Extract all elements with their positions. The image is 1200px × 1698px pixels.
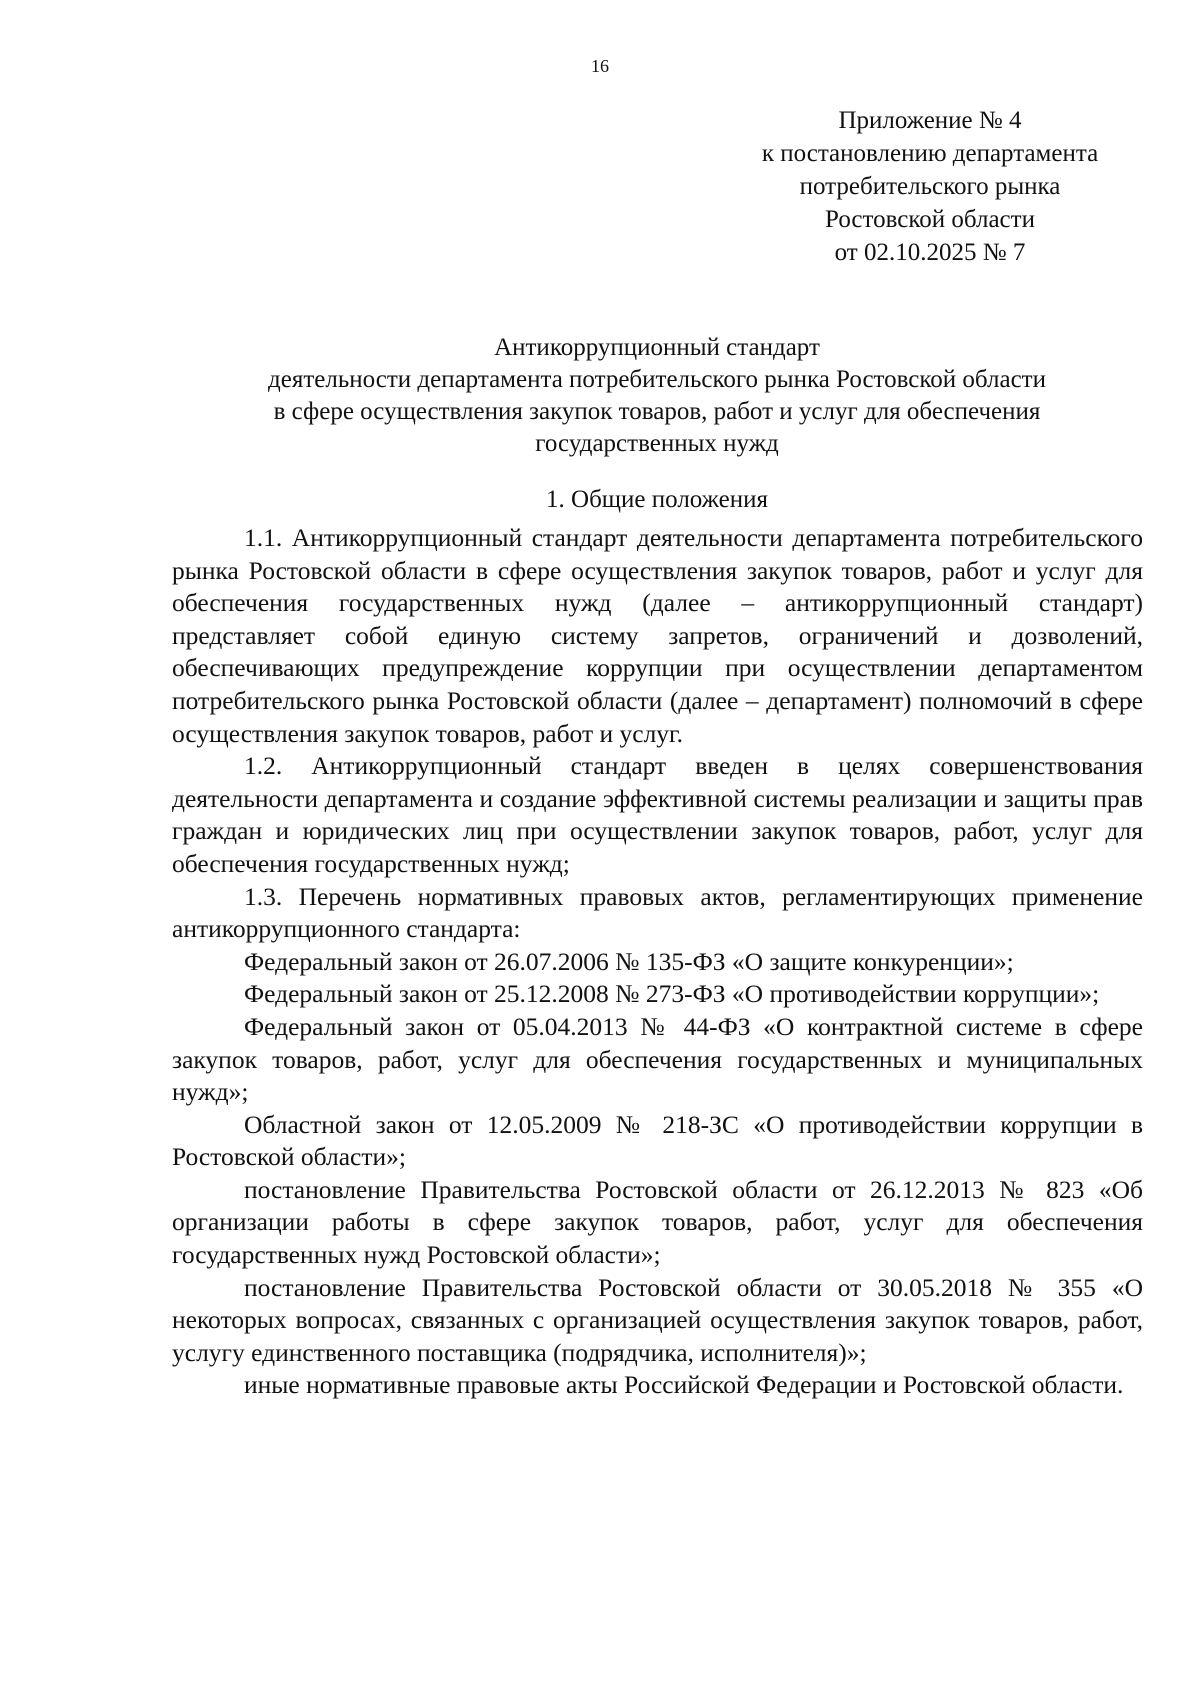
law-item: Федеральный закон от 05.04.2013 № 44-ФЗ «О контрактной системе в сфере закупок товаров, работ, услуг для обеспечения государственных и муниципальных нужд»;: [172, 1011, 1143, 1107]
law-item: Федеральный закон от 26.07.2006 № 135-ФЗ «О защите конкуренции»;: [244, 946, 1014, 976]
law-item: Федеральный закон от 25.12.2008 № 273-ФЗ «О противодействии коррупции»;: [244, 979, 1100, 1009]
appendix-block: [735, 104, 1125, 269]
law-item: постановление Правительства Ростовской области от 26.12.2013 № 823 «Об организации работы в сфере закупок товаров, работ, услуг для обеспечения государственных нужд Ростовской области»;: [172, 1174, 1143, 1270]
appendix-line: потребительского рынка: [799, 173, 1061, 200]
paragraph-1-2: 1.2. Антикоррупционный стандарт введен в целях совершенствования деятельности департамента и создание эффективной системы реализации и защиты прав граждан и юридических лиц при осуществлении закупок товаров, работ, услуг для обеспечения государственных нужд;: [172, 751, 1143, 878]
document-title: [0, 332, 1200, 460]
appendix-line: к постановлению департамента: [761, 140, 1099, 167]
title-line: государственных нужд: [535, 430, 779, 457]
appendix-line: Приложение № 4: [838, 107, 1022, 134]
section-heading: 1. Общие положения: [546, 486, 768, 513]
title-line: в сфере осуществления закупок товаров, работ и услуг для обеспечения: [273, 398, 1041, 425]
title-line: деятельности департамента потребительского рынка Ростовской области: [268, 366, 1046, 393]
law-item: Областной закон от 12.05.2009 № 218-ЗС «О противодействии коррупции в Ростовской области»;: [172, 1109, 1143, 1172]
title-line: Антикоррупционный стандарт: [494, 334, 820, 361]
paragraph-1-1: 1.1. Антикоррупционный стандарт деятельности департамента потребительского рынка Ростовской области в сфере осуществления закупок товаров, работ и услуг для обеспечения государственных нужд (далее – антикоррупционный стандарт) представляет собой единую систему запретов, ограничений и дозволений, обеспечивающих предупреждение коррупции при осуществлении департаментом потребительского рынка Ростовской области (далее – департамент) полномочий в сфере осуществления закупок товаров, работ и услуг.: [172, 523, 1143, 748]
paragraph-1-3: 1.3. Перечень нормативных правовых актов, регламентирующих применение антикоррупционного стандарта:: [172, 881, 1143, 944]
section-body: [172, 522, 1143, 1402]
law-item: иные нормативные правовые акты Российской Федерации и Ростовской области.: [244, 1370, 1124, 1400]
appendix-line: от 02.10.2025 № 7: [834, 239, 1026, 266]
appendix-line: Ростовской области: [825, 206, 1035, 233]
law-item: постановление Правительства Ростовской области от 30.05.2018 № 355 «О некоторых вопросах, связанных с организацией осуществления закупок товаров, работ, услугу единственного поставщика (подрядчика, исполнителя)»;: [172, 1272, 1143, 1367]
page-number: 16: [591, 56, 609, 76]
